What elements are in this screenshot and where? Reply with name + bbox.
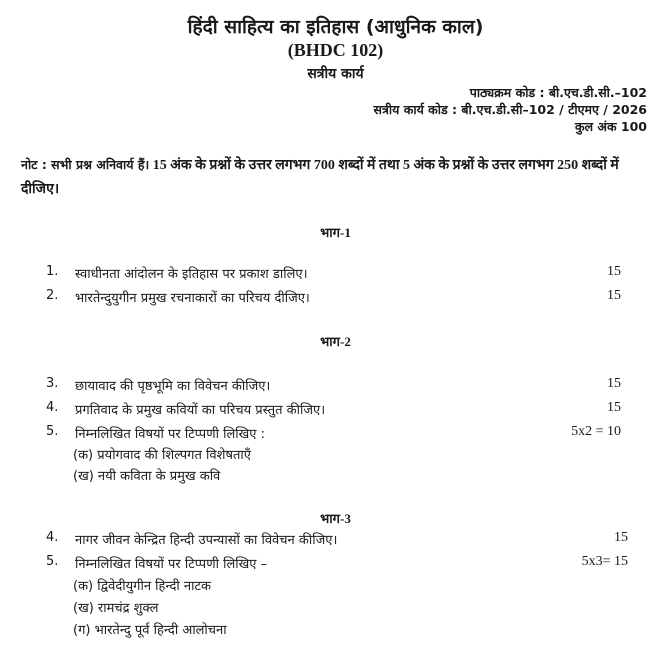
course-code-title: (BHDC 102) <box>287 40 384 60</box>
sub-item: (ग) भारतेन्दु पूर्व हिन्दी आलोचना <box>73 623 227 638</box>
question-text: नागर जीवन केन्द्रित हिन्दी उपन्यासों का विवेचन कीजिए। <box>75 533 338 548</box>
course-code: पाठ्यक्रम कोड : बी.एच.डी.सी.–102 <box>469 85 647 100</box>
question-marks: 15 <box>607 376 621 391</box>
document-subtitle: सत्रीय कार्य <box>307 66 364 82</box>
question-marks: 15 <box>614 530 628 545</box>
question-number: 1. <box>46 264 59 279</box>
question-number: 5. <box>46 554 59 569</box>
part-2-heading: भाग-2 <box>320 334 351 349</box>
question-text: निम्नलिखित विषयों पर टिप्पणी लिखिए : <box>75 427 265 442</box>
question-text: निम्नलिखित विषयों पर टिप्पणी लिखिए – <box>75 557 268 572</box>
question-text: छायावाद की पृष्ठभूमि का विवेचन कीजिए। <box>75 379 271 394</box>
question-number: 3. <box>46 376 59 391</box>
part-1-heading: भाग-1 <box>320 225 351 240</box>
note-text: 15 अंक के प्रश्नों के उत्तर लगभग 700 शब्दों में तथा 5 अंक के प्रश्नों के उत्तर लगभग 250 शब्दों में दीजिए। <box>21 158 619 197</box>
question-text: प्रगतिवाद के प्रमुख कवियों का परिचय प्रस्तुत कीजिए। <box>75 403 326 418</box>
question-number: 4. <box>46 400 59 415</box>
question-text: स्वाधीनता आंदोलन के इतिहास पर प्रकाश डालिए। <box>75 267 308 282</box>
assignment-code: सत्रीय कार्य कोड : बी.एच.डी.सी–102 / टीएमए / 2026 <box>373 102 647 117</box>
question-number: 4. <box>46 530 59 545</box>
question-marks: 15 <box>607 288 621 303</box>
sub-item: (क) द्विवेदीयुगीन हिन्दी नाटक <box>73 579 211 594</box>
question-marks: 5x2 = 10 <box>571 424 621 439</box>
question-marks: 5x3= 15 <box>581 554 628 569</box>
part-3-heading: भाग-3 <box>320 511 351 526</box>
question-text: भारतेन्दुयुगीन प्रमुख रचनाकारों का परिचय दीजिए। <box>75 291 310 306</box>
question-number: 5. <box>46 424 59 439</box>
page-title: हिंदी साहित्य का इतिहास (आधुनिक काल) <box>187 16 484 38</box>
total-marks: कुल अंक 100 <box>574 119 647 134</box>
question-number: 2. <box>46 288 59 303</box>
question-marks: 15 <box>607 400 621 415</box>
sub-item: (ख) नयी कविता के प्रमुख कवि <box>73 469 221 484</box>
question-marks: 15 <box>607 264 621 279</box>
sub-item: (क) प्रयोगवाद की शिल्पगत विशेषताएँ <box>73 448 251 463</box>
instructions-note <box>21 153 657 202</box>
sub-item: (ख) रामचंद्र शुक्ल <box>73 601 159 616</box>
note-label: नोट : सभी प्रश्न अनिवार्य हैं। <box>21 157 150 172</box>
